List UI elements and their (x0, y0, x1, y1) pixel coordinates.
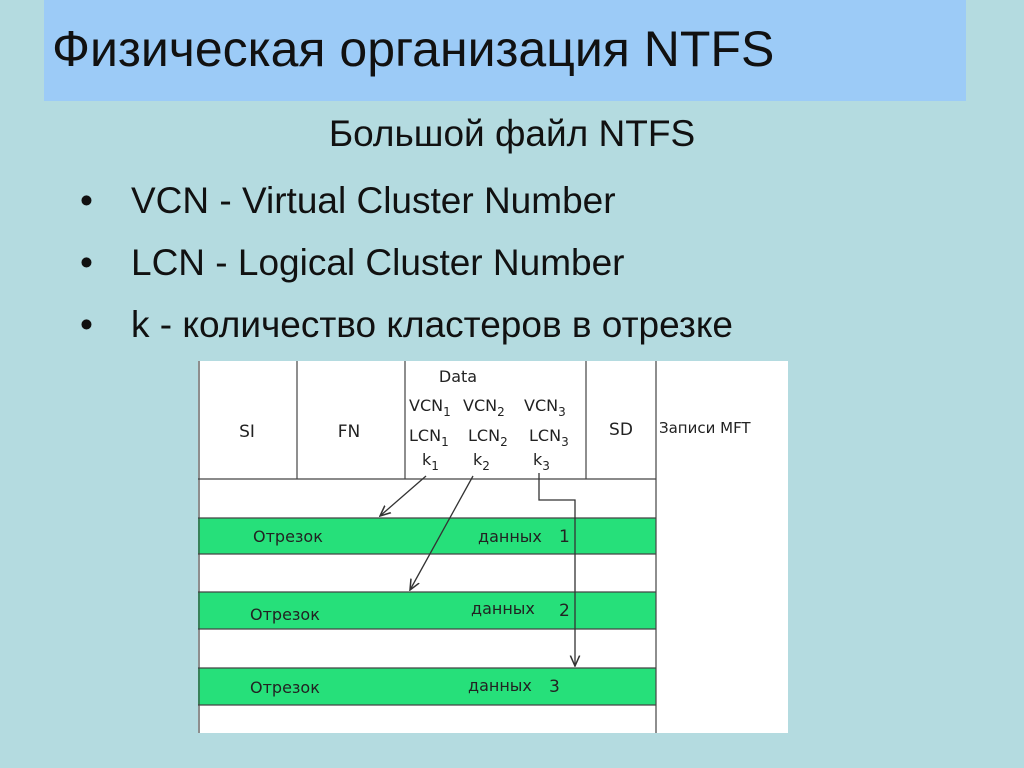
segment-3-word1: Отрезок (250, 678, 320, 697)
segment-2-number: 2 (559, 601, 570, 621)
fn-label: FN (337, 422, 361, 442)
lcn-entry-3: $LCN_3$ (529, 426, 569, 449)
sd-label: SD (609, 420, 633, 440)
bullet-marker: • (80, 304, 93, 345)
k-entry-2: $k_2$ (473, 450, 490, 473)
segment-1-number: 1 (559, 527, 570, 547)
pointer-arrows (380, 473, 575, 666)
k-entry-1: $k_1$ (422, 450, 439, 473)
arrow-k1-to-segment-1 (380, 476, 426, 516)
segment-1-word1: Отрезок (253, 527, 323, 546)
ntfs-file-diagram (198, 361, 788, 733)
slide-title: Физическая организация NTFS (52, 21, 775, 77)
bullet-text: LCN - Logical Cluster Number (131, 242, 625, 283)
bullet-marker: • (80, 242, 93, 283)
segment-3-word2: данных (468, 676, 532, 695)
bullet-marker: • (80, 180, 93, 221)
segment-3-number: 3 (549, 677, 560, 697)
vcn-entry-3: $VCN_3$ (524, 396, 566, 419)
vcn-entry-2: $VCN_2$ (463, 396, 505, 419)
segment-1-word2: данных (478, 527, 542, 546)
data-label: Data (438, 367, 478, 386)
segment-2-word1: Отрезок (250, 605, 320, 624)
bullet-text: VCN - Virtual Cluster Number (131, 180, 616, 221)
bullet-text: k - количество кластеров в отрезке (131, 304, 734, 345)
mft-records-label: Записи MFT (659, 419, 751, 437)
lcn-entry-1: $LCN_1$ (409, 426, 449, 449)
slide-subtitle: Большой файл NTFS (328, 113, 696, 154)
si-label: SI (239, 422, 255, 442)
k-entry-3: $k_3$ (533, 450, 550, 473)
lcn-entry-2: $LCN_2$ (468, 426, 508, 449)
vcn-entry-1: $VCN_1$ (409, 396, 451, 419)
arrow-k3-to-segment-3 (539, 473, 575, 666)
segment-2-word2: данных (471, 599, 535, 618)
